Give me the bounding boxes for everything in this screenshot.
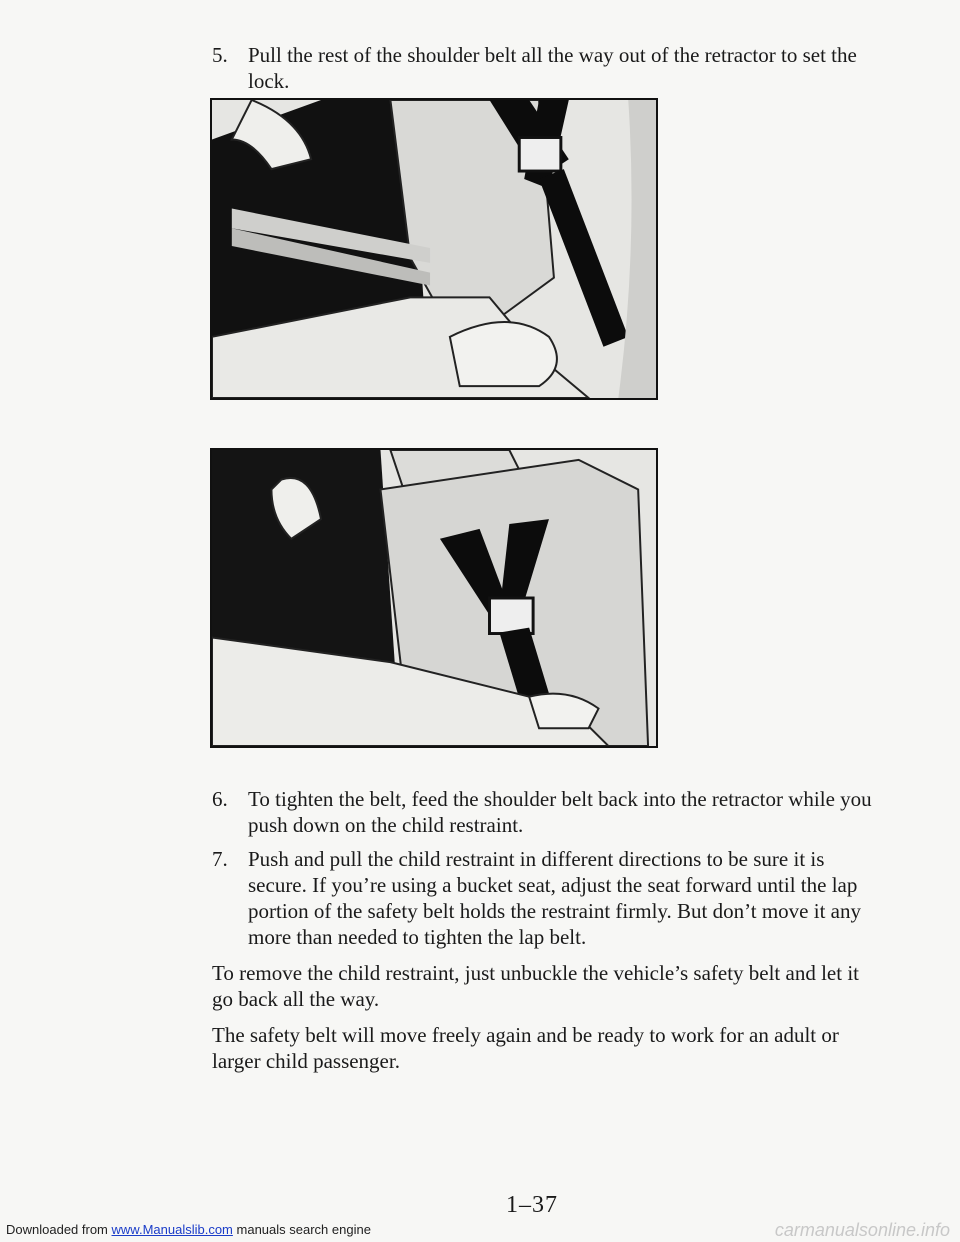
watermark-text: carmanualsonline.info xyxy=(774,1220,950,1240)
step-6 xyxy=(212,786,872,838)
remove-restraint-paragraph: To remove the child restraint, just unbuckle the vehicle’s safety belt and let it go back all the way. xyxy=(212,961,860,1011)
illustration-pull-shoulder-belt xyxy=(210,98,658,400)
step-text: To tighten the belt, feed the shoulder belt back into the retractor while you push down on the child restraint. xyxy=(248,787,872,837)
footer-suffix: manuals search engine xyxy=(236,1222,371,1237)
belt-free-paragraph: The safety belt will move freely again and be ready to work for an adult or larger child passenger. xyxy=(212,1023,839,1073)
step-text: Push and pull the child restraint in different directions to be sure it is secure. If you’re using a bucket seat, adjust the seat forward until the lap portion of the safety belt holds the restraint firmly. But don’t move it any more than needed to tighten the lap belt. xyxy=(248,847,861,949)
belt-pull-drawing xyxy=(212,100,656,398)
step-text: Pull the rest of the shoulder belt all the way out of the retractor to set the lock. xyxy=(248,43,857,93)
step-7 xyxy=(212,846,872,950)
step-number: 7. xyxy=(212,847,228,871)
download-footer xyxy=(6,1222,426,1237)
page-number: 1–37 xyxy=(506,1192,558,1218)
step-5 xyxy=(212,42,872,94)
footer-prefix: Downloaded from xyxy=(6,1222,108,1237)
restraint-push-drawing xyxy=(212,450,656,746)
step-number: 5. xyxy=(212,43,228,67)
manualslib-link[interactable]: www.Manualslib.com xyxy=(111,1222,233,1237)
step-number: 6. xyxy=(212,787,228,811)
illustration-push-down-restraint xyxy=(210,448,658,748)
